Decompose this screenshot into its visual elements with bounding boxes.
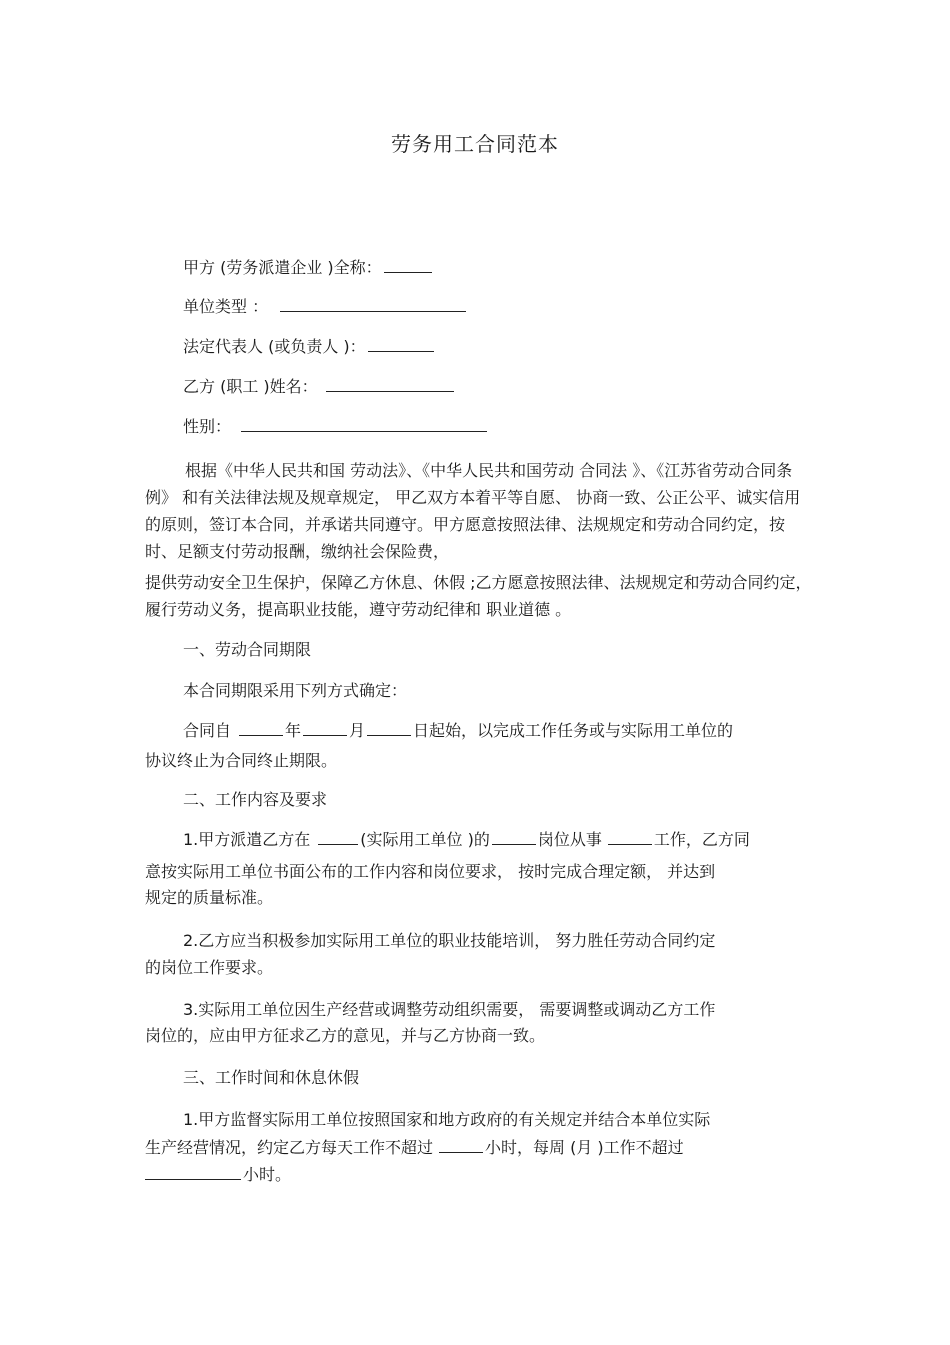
party-a-field [183,257,434,278]
unit-type-blank[interactable] [280,296,466,312]
contract-term-line: 合同自 年 月 日起始，以完成工作任务或与实际用工单位的 [183,721,734,740]
gender-blank[interactable] [241,416,487,432]
section2-item3-line1: 3.实际用工单位因生产经营或调整劳动组织需要， 需要调整或调动乙方工作 [183,1000,716,1019]
section3-item1-line2: 生产经营情况，约定乙方每天工作不超过 小时，每周 (月 )工作不超过 [145,1138,684,1157]
party-b-label: 乙方 (职工 )姓名： [183,377,318,396]
section2-item3-line2: 岗位的，应由甲方征求乙方的意见，并与乙方协商一致。 [145,1026,546,1045]
contract-term-line-2: 协议终止为合同终止期限。 [145,751,338,770]
legal-rep-label: 法定代表人 (或负责人 )： [183,337,366,356]
section1-intro: 本合同期限采用下列方式确定： [183,681,408,700]
start-year-blank[interactable] [239,720,283,736]
section2-heading: 二、工作内容及要求 [183,790,328,809]
section2-item2-line1: 2.乙方应当积极参加实际用工单位的职业技能培训， 努力胜任劳动合同约定 [183,931,716,950]
party-b-field [183,376,456,397]
unit-type-field [183,296,468,317]
preamble-paragraph-1: 根据《中华人民共和国 劳动法》、《中华人民共和国劳动 合同法 》、《江苏省劳动合同条例》 和有关法律法规及规章规定， 甲乙双方本着平等自愿、 协商一致、公正公平、诚实信用的原则，签订本合同，并承诺共同遵守。甲方愿意按照法律、法规规定和劳动合同约定，按时、足额支付劳动报酬，缴纳社会保险费， [145,461,801,561]
page-title: 劳务用工合同范本 [391,132,559,156]
daily-hours-blank[interactable] [439,1137,483,1153]
section2-item1-line1: 1.甲方派遣乙方在 (实际用工单位 )的 岗位从事 工作，乙方同 [183,830,750,849]
unit-type-label: 单位类型 ： [183,297,269,316]
weekly-hours-blank[interactable] [145,1164,241,1180]
gender-field [183,416,489,437]
gender-label: 性别： [183,417,232,436]
section2-item1-line2: 意按实际用工单位书面公布的工作内容和岗位要求， 按时完成合理定额， 并达到 [145,862,716,881]
post-blank[interactable] [492,829,536,845]
section1-heading: 一、劳动合同期限 [183,640,312,659]
section3-item1-line3: 小时。 [145,1164,291,1185]
work-blank[interactable] [608,829,652,845]
employer-unit-blank[interactable] [318,829,358,845]
section2-item1-line3: 规定的质量标准。 [145,888,274,907]
section3-item1-line1: 1.甲方监督实际用工单位按照国家和地方政府的有关规定并结合本单位实际 [183,1110,711,1129]
section2-item2-line2: 的岗位工作要求。 [145,958,274,977]
party-a-label: 甲方 (劳务派遣企业 )全称： [183,258,382,277]
legal-rep-field [183,336,436,357]
start-day-blank[interactable] [367,720,411,736]
party-a-blank[interactable] [384,257,432,273]
party-b-blank[interactable] [326,376,454,392]
legal-rep-blank[interactable] [368,336,434,352]
section3-heading: 三、工作时间和休息休假 [183,1068,360,1087]
start-month-blank[interactable] [303,720,347,736]
preamble-paragraph-2: 提供劳动安全卫生保护，保障乙方休息、休假 ;乙方愿意按照法律、法规规定和劳动合同约定，履行劳动义务，提高职业技能，遵守劳动纪律和 职业道德 。 [145,573,812,619]
